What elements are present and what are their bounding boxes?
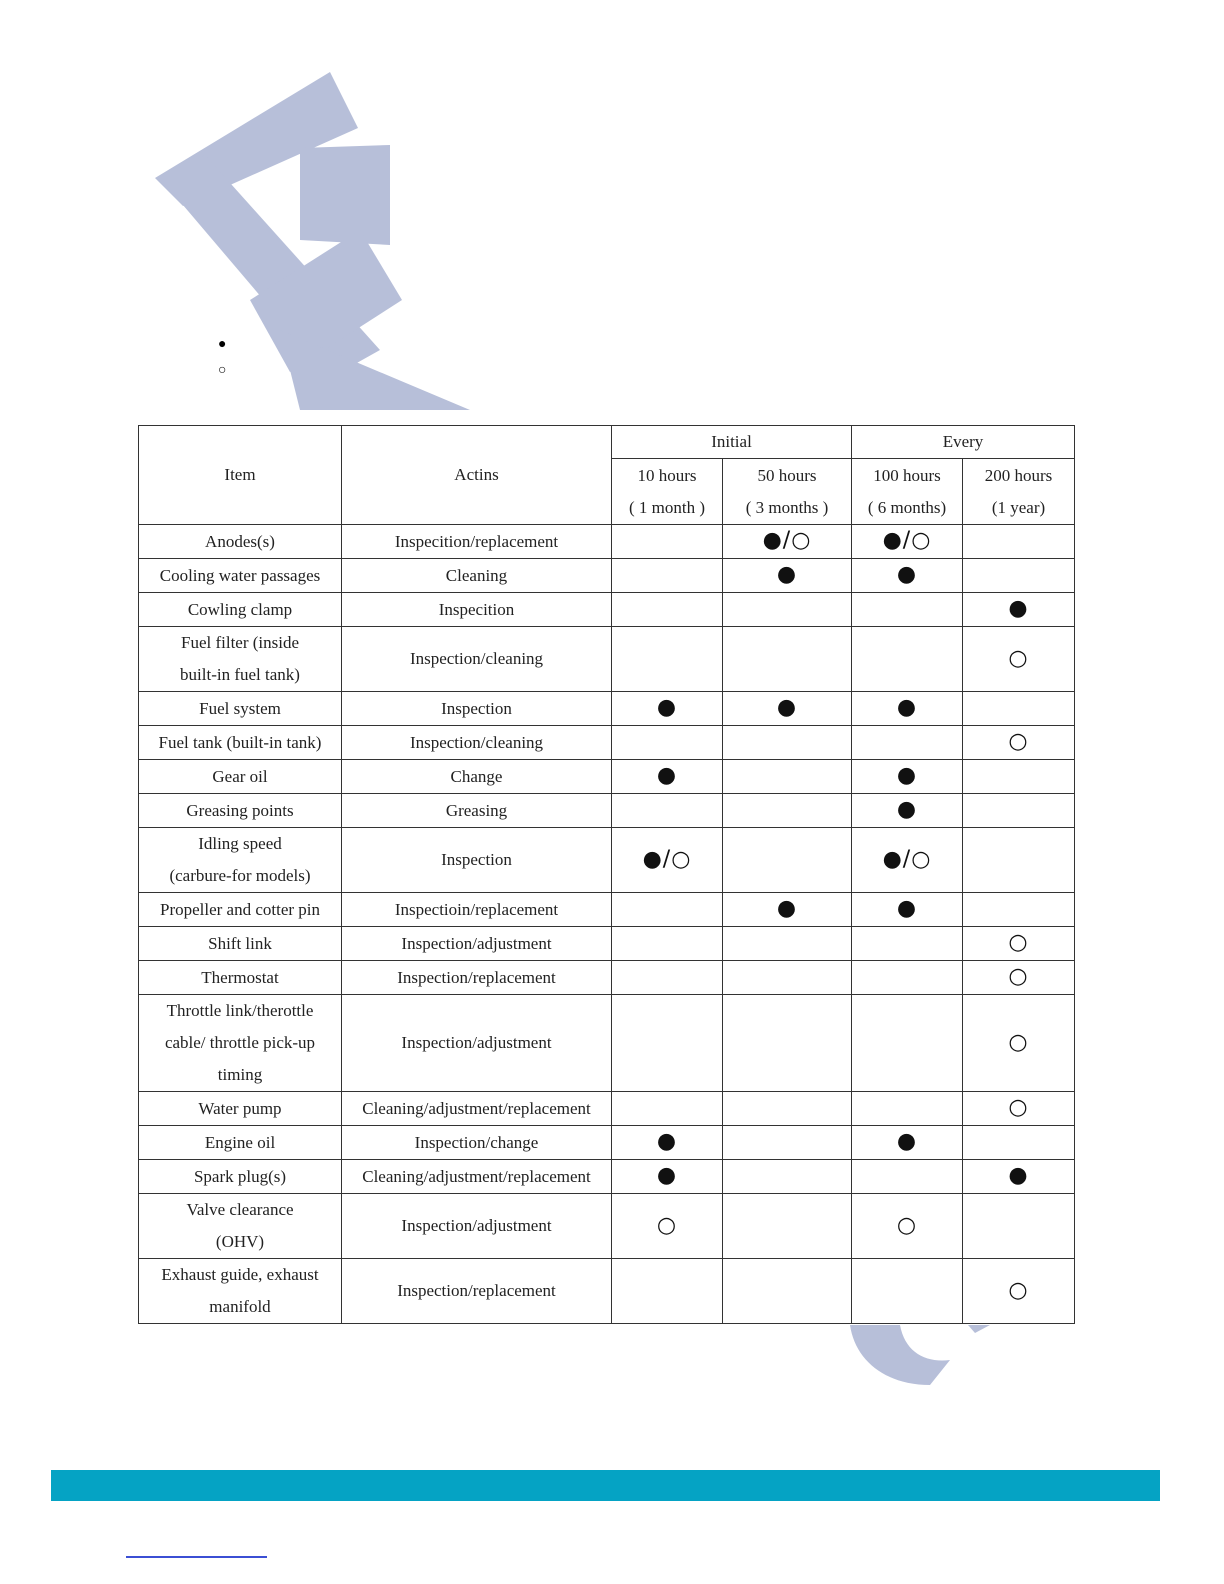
- cell-action: Cleaning: [342, 559, 612, 593]
- cell-item: Propeller and cotter pin: [139, 893, 342, 927]
- cell-mark: [723, 995, 852, 1092]
- table-row: [139, 927, 1075, 961]
- schedule-mark-icon: ○: [1008, 729, 1029, 754]
- cell-mark: [852, 559, 963, 593]
- legend-item-filled: [218, 332, 242, 358]
- cell-mark: [612, 1126, 723, 1160]
- table-row: [139, 1259, 1075, 1324]
- cell-item: Thermostat: [139, 961, 342, 995]
- cell-mark: [612, 893, 723, 927]
- table-row: [139, 1126, 1075, 1160]
- table-header: [139, 426, 1075, 525]
- cell-mark: [963, 927, 1075, 961]
- schedule-mark-icon: ●: [776, 695, 798, 720]
- cell-mark: [723, 828, 852, 893]
- cell-mark: [852, 760, 963, 794]
- table-row: [139, 1160, 1075, 1194]
- cell-mark: [612, 794, 723, 828]
- cell-mark: [612, 927, 723, 961]
- header-period-100h: 100 hours ( 6 months): [852, 459, 963, 525]
- cell-mark: [723, 794, 852, 828]
- cell-mark: [963, 1092, 1075, 1126]
- cell-action: Inspection/cleaning: [342, 627, 612, 692]
- cell-mark: [852, 1194, 963, 1259]
- cell-mark: [723, 760, 852, 794]
- cell-action: Inspectioin/replacement: [342, 893, 612, 927]
- maintenance-schedule-table: [138, 425, 1075, 1324]
- cell-item: Fuel filter (inside built-in fuel tank): [139, 627, 342, 692]
- cell-mark: [852, 1092, 963, 1126]
- header-item: Item: [139, 426, 342, 525]
- cell-mark: [963, 893, 1075, 927]
- table-row: [139, 1194, 1075, 1259]
- schedule-mark-icon: ○: [1008, 645, 1029, 671]
- cell-mark: [723, 1259, 852, 1324]
- cell-item: Cowling clamp: [139, 593, 342, 627]
- cell-mark: [963, 760, 1075, 794]
- cell-mark: [612, 961, 723, 995]
- schedule-mark-icon: ●: [896, 797, 918, 822]
- cell-item: Engine oil: [139, 1126, 342, 1160]
- cell-action: Inspection: [342, 692, 612, 726]
- cell-item: Spark plug(s): [139, 1160, 342, 1194]
- cell-mark: [852, 627, 963, 692]
- cell-action: Inspecition: [342, 593, 612, 627]
- cell-mark: [723, 525, 852, 559]
- cell-action: Inspection/adjustment: [342, 995, 612, 1092]
- cell-item: Shift link: [139, 927, 342, 961]
- cell-mark: [852, 1160, 963, 1194]
- cell-mark: [723, 1194, 852, 1259]
- cell-mark: [612, 1259, 723, 1324]
- table-row: [139, 828, 1075, 893]
- cell-item: Throttle link/therottle cable/ throttle pick-up timing: [139, 995, 342, 1092]
- header-every: Every: [852, 426, 1075, 459]
- cell-mark: [723, 1160, 852, 1194]
- filled-circle-icon: ●: [218, 337, 227, 352]
- schedule-mark-icon: ●/○: [882, 846, 932, 872]
- cell-mark: [612, 1092, 723, 1126]
- cell-action: Inspection/change: [342, 1126, 612, 1160]
- cell-item: Fuel tank (built-in tank): [139, 726, 342, 760]
- cell-action: Inspection/adjustment: [342, 1194, 612, 1259]
- cell-mark: [852, 995, 963, 1092]
- header-period-50h: 50 hours ( 3 months ): [723, 459, 852, 525]
- footer-link-underline[interactable]: [126, 1556, 267, 1558]
- cell-mark: [723, 1092, 852, 1126]
- schedule-mark-icon: ●/○: [882, 528, 932, 553]
- table-row: [139, 627, 1075, 692]
- cell-mark: [612, 1194, 723, 1259]
- cell-mark: [723, 726, 852, 760]
- schedule-mark-icon: ●: [656, 1129, 678, 1154]
- cell-mark: [963, 525, 1075, 559]
- cell-action: Inspection/replacement: [342, 1259, 612, 1324]
- schedule-mark-icon: ●: [896, 562, 918, 587]
- cell-mark: [612, 760, 723, 794]
- cell-item: Greasing points: [139, 794, 342, 828]
- cell-mark: [963, 794, 1075, 828]
- cell-mark: [612, 559, 723, 593]
- cell-item: Exhaust guide, exhaust manifold: [139, 1259, 342, 1324]
- cell-mark: [612, 726, 723, 760]
- cell-action: Inspecition/replacement: [342, 525, 612, 559]
- table-row: [139, 593, 1075, 627]
- cell-mark: [852, 794, 963, 828]
- cell-mark: [852, 593, 963, 627]
- schedule-mark-icon: ●/○: [642, 846, 692, 872]
- header-initial: Initial: [612, 426, 852, 459]
- table-row: [139, 893, 1075, 927]
- cell-mark: [963, 627, 1075, 692]
- header-period-10h: 10 hours ( 1 month ): [612, 459, 723, 525]
- table-row: [139, 995, 1075, 1092]
- cell-action: Greasing: [342, 794, 612, 828]
- schedule-mark-icon: ○: [1008, 1029, 1029, 1055]
- schedule-mark-icon: ○: [656, 1212, 678, 1238]
- header-period-200h: 200 hours (1 year): [963, 459, 1075, 525]
- cell-item: Idling speed (carbure-for models): [139, 828, 342, 893]
- table-row: [139, 525, 1075, 559]
- cell-mark: [963, 1160, 1075, 1194]
- cell-mark: [612, 627, 723, 692]
- cell-mark: [852, 525, 963, 559]
- cell-action: Inspection/cleaning: [342, 726, 612, 760]
- cell-item: Gear oil: [139, 760, 342, 794]
- cell-item: Anodes(s): [139, 525, 342, 559]
- legend: [218, 332, 242, 384]
- cell-mark: [723, 961, 852, 995]
- cell-mark: [723, 692, 852, 726]
- cell-mark: [612, 692, 723, 726]
- cell-mark: [852, 961, 963, 995]
- cell-mark: [852, 828, 963, 893]
- schedule-mark-icon: ●: [656, 695, 678, 720]
- cell-action: Inspection: [342, 828, 612, 893]
- cell-mark: [852, 1259, 963, 1324]
- table-row: [139, 692, 1075, 726]
- header-actions: Actins: [342, 426, 612, 525]
- cell-action: Cleaning/adjustment/replacement: [342, 1160, 612, 1194]
- legend-item-open: [218, 358, 242, 384]
- table-row: [139, 794, 1075, 828]
- schedule-mark-icon: ○: [1008, 930, 1029, 955]
- cell-mark: [612, 995, 723, 1092]
- schedule-mark-icon: ○: [1008, 1277, 1029, 1303]
- cell-mark: [612, 1160, 723, 1194]
- cell-item: Fuel system: [139, 692, 342, 726]
- table-row: [139, 961, 1075, 995]
- cell-mark: [723, 927, 852, 961]
- cell-action: Inspection/adjustment: [342, 927, 612, 961]
- cell-mark: [852, 1126, 963, 1160]
- cell-mark: [612, 525, 723, 559]
- cell-mark: [852, 726, 963, 760]
- cell-mark: [963, 1126, 1075, 1160]
- footer-bar: [51, 1470, 1160, 1501]
- cell-mark: [723, 893, 852, 927]
- cell-mark: [963, 726, 1075, 760]
- schedule-mark-icon: ●/○: [762, 528, 812, 553]
- schedule-mark-icon: ●: [896, 763, 918, 788]
- cell-mark: [852, 893, 963, 927]
- table-row: [139, 726, 1075, 760]
- cell-action: Change: [342, 760, 612, 794]
- schedule-mark-icon: ●: [896, 896, 918, 921]
- schedule-mark-icon: ●: [656, 1163, 678, 1188]
- table-row: [139, 1092, 1075, 1126]
- cell-mark: [963, 828, 1075, 893]
- cell-mark: [723, 627, 852, 692]
- cell-item: Water pump: [139, 1092, 342, 1126]
- table-row: [139, 559, 1075, 593]
- cell-action: Inspection/replacement: [342, 961, 612, 995]
- schedule-mark-icon: ●: [776, 562, 798, 587]
- schedule-mark-icon: ●: [776, 896, 798, 921]
- cell-mark: [963, 1259, 1075, 1324]
- cell-mark: [963, 559, 1075, 593]
- open-circle-icon: ○: [218, 363, 227, 378]
- schedule-mark-icon: ●: [896, 695, 918, 720]
- cell-mark: [963, 995, 1075, 1092]
- table-row: [139, 760, 1075, 794]
- cell-action: Cleaning/adjustment/replacement: [342, 1092, 612, 1126]
- cell-mark: [723, 559, 852, 593]
- schedule-mark-icon: ○: [1008, 964, 1029, 989]
- cell-mark: [963, 692, 1075, 726]
- cell-mark: [723, 593, 852, 627]
- cell-item: Cooling water passages: [139, 559, 342, 593]
- schedule-mark-icon: ○: [896, 1212, 918, 1238]
- cell-mark: [723, 1126, 852, 1160]
- schedule-mark-icon: ○: [1008, 1095, 1029, 1120]
- cell-mark: [963, 1194, 1075, 1259]
- schedule-mark-icon: ●: [896, 1129, 918, 1154]
- cell-item: Valve clearance (OHV): [139, 1194, 342, 1259]
- table-body: [139, 525, 1075, 1324]
- cell-mark: [963, 961, 1075, 995]
- schedule-mark-icon: ●: [656, 763, 678, 788]
- cell-mark: [612, 593, 723, 627]
- cell-mark: [852, 927, 963, 961]
- cell-mark: [963, 593, 1075, 627]
- schedule-mark-icon: ●: [1008, 596, 1029, 621]
- schedule-mark-icon: ●: [1008, 1163, 1029, 1188]
- cell-mark: [852, 692, 963, 726]
- cell-mark: [612, 828, 723, 893]
